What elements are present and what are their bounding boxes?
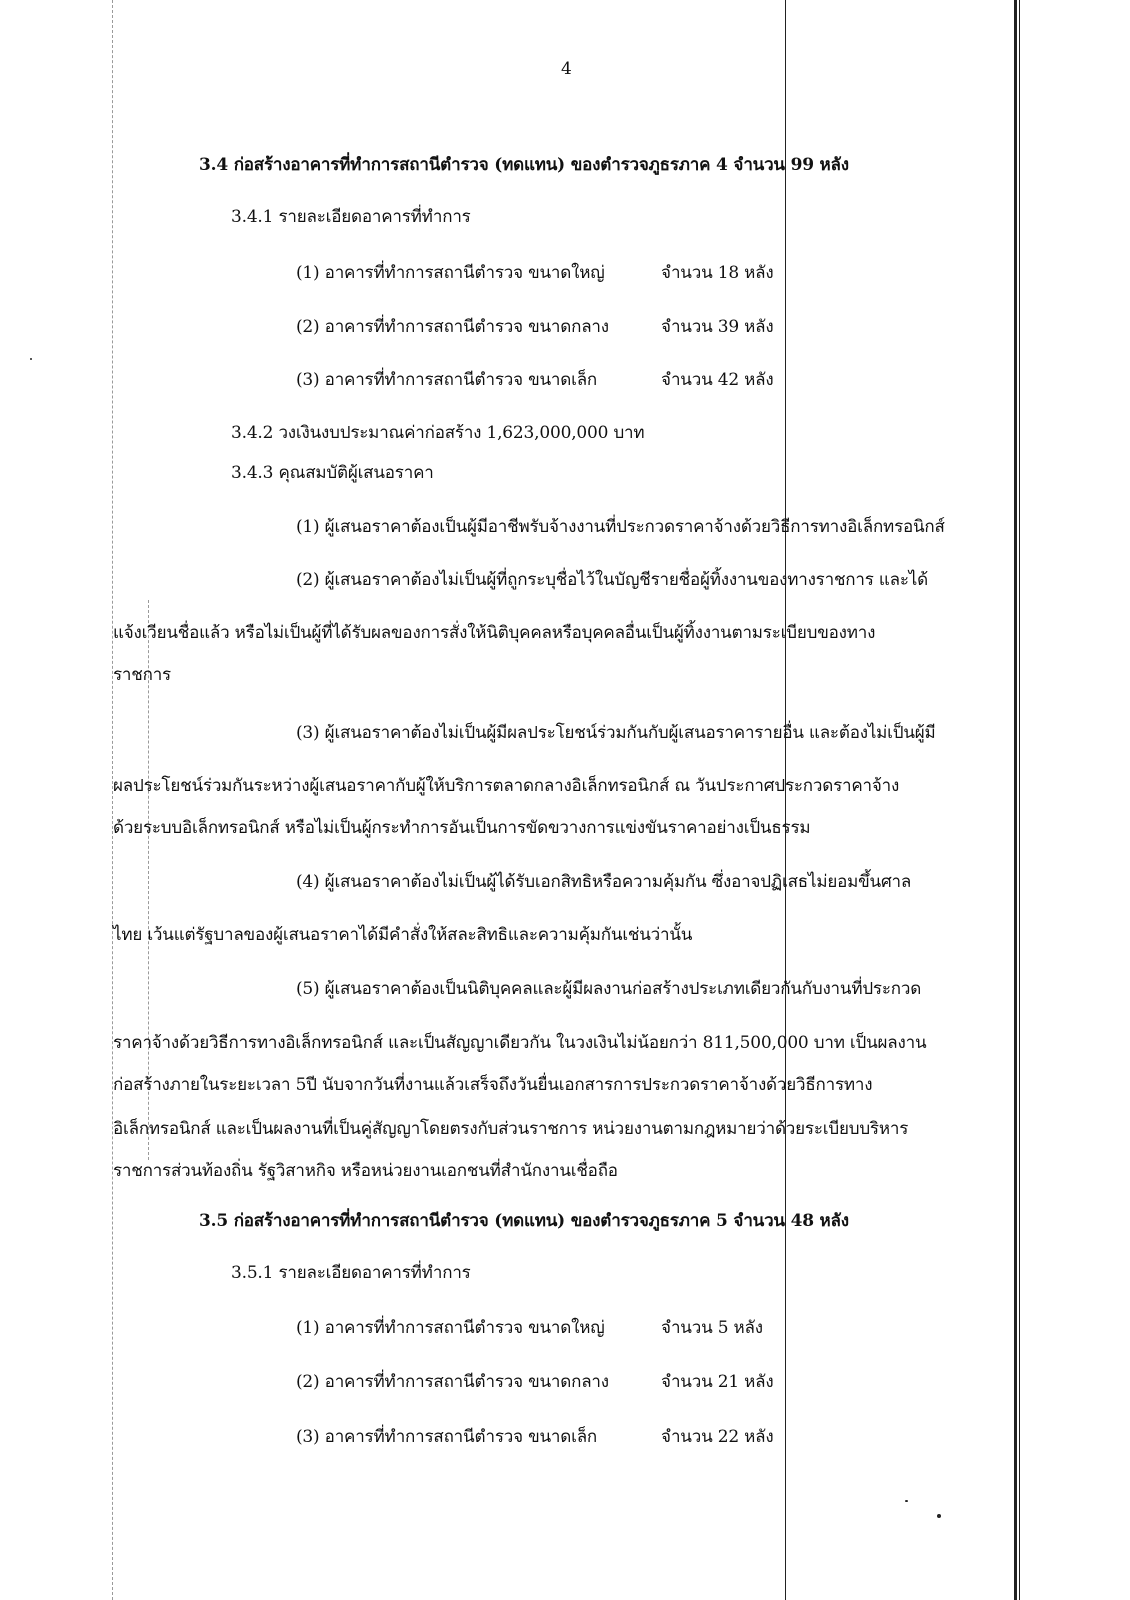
qualification-5-line-3: ก่อสร้างภายในระยะเวลา 5ปี นับจากวันที่งานแล้วเสร็จถึงวันยื่นเอกสารการประกวดราคาจ้างด้วยวิธีการทาง [113, 1075, 873, 1095]
section-3-5-heading: 3.5 ก่อสร้างอาคารที่ทำการสถานีตำรวจ (ทดแทน) ของตำรวจภูธรภาค 5 จำนวน 48 หลัง [199, 1211, 849, 1231]
qualification-1: (1) ผู้เสนอราคาต้องเป็นผู้มีอาชีพรับจ้างงานที่ประกวดราคาจ้างด้วยวิธีการทางอิเล็กทรอนิกส์ [296, 517, 945, 537]
qualification-3-line-3: ด้วยระบบอิเล็กทรอนิกส์ หรือไม่เป็นผู้กระทำการอันเป็นการขัดขวางการแข่งขันราคาอย่างเป็นธรรม [113, 818, 811, 838]
scan-vertical-line-middle [785, 0, 786, 1600]
qualification-5-line-4: อิเล็กทรอนิกส์ และเป็นผลงานที่เป็นคู่สัญญาโดยตรงกับส่วนราชการ หน่วยงานตามกฎหมายว่าด้วยระเบียบบริหาร [113, 1119, 909, 1139]
item-count: จำนวน 39 หลัง [661, 317, 774, 337]
section-3-5-1-title: 3.5.1 รายละเอียดอาคารที่ทำการ [231, 1263, 471, 1283]
item-label: (3) อาคารที่ทำการสถานีตำรวจ ขนาดเล็ก [296, 370, 598, 390]
scan-speck [905, 1500, 908, 1502]
item-count: จำนวน 21 หลัง [661, 1372, 774, 1392]
qualification-3-line-1: (3) ผู้เสนอราคาต้องไม่เป็นผู้มีผลประโยชน์ร่วมกันกับผู้เสนอราคารายอื่น และต้องไม่เป็นผู้มี [296, 723, 936, 743]
qualification-5-line-5: ราชการส่วนท้องถิ่น รัฐวิสาหกิจ หรือหน่วยงานเอกชนที่สำนักงานเชื่อถือ [113, 1161, 618, 1181]
page-number: 4 [561, 59, 572, 79]
scan-vertical-line-right [1014, 0, 1017, 1600]
qualification-3-line-2: ผลประโยชน์ร่วมกันระหว่างผู้เสนอราคากับผู้ให้บริการตลาดกลางอิเล็กทรอนิกส์ ณ วันประกาศประกวดราคาจ้าง [113, 776, 900, 796]
item-label: (1) อาคารที่ทำการสถานีตำรวจ ขนาดใหญ่ [296, 263, 605, 283]
section-3-4-3-title: 3.4.3 คุณสมบัติผู้เสนอราคา [231, 463, 434, 483]
scan-dashed-line-left [112, 0, 113, 1600]
qualification-5-line-1: (5) ผู้เสนอราคาต้องเป็นนิติบุคคลและผู้มีผลงานก่อสร้างประเภทเดียวกันกับงานที่ประกวด [296, 979, 922, 999]
qualification-4-line-1: (4) ผู้เสนอราคาต้องไม่เป็นผู้ได้รับเอกสิทธิหรือความคุ้มกัน ซึ่งอาจปฏิเสธไม่ยอมขึ้นศาล [296, 872, 912, 892]
scan-speck [937, 1514, 941, 1518]
section-3-4-2-budget: 3.4.2 วงเงินงบประมาณค่าก่อสร้าง 1,623,000,000 บาท [231, 423, 645, 443]
item-count: จำนวน 42 หลัง [661, 370, 774, 390]
qualification-5-line-2: ราคาจ้างด้วยวิธีการทางอิเล็กทรอนิกส์ และเป็นสัญญาเดียวกัน ในวงเงินไม่น้อยกว่า 811,500,000 บาท เป็นผลงาน [113, 1033, 927, 1053]
item-label: (1) อาคารที่ทำการสถานีตำรวจ ขนาดใหญ่ [296, 1318, 605, 1338]
item-label: (2) อาคารที่ทำการสถานีตำรวจ ขนาดกลาง [296, 317, 609, 337]
section-3-4-heading: 3.4 ก่อสร้างอาคารที่ทำการสถานีตำรวจ (ทดแทน) ของตำรวจภูธรภาค 4 จำนวน 99 หลัง [199, 155, 849, 175]
item-label: (3) อาคารที่ทำการสถานีตำรวจ ขนาดเล็ก [296, 1427, 598, 1447]
scan-speck [30, 358, 32, 360]
item-count: จำนวน 5 หลัง [661, 1318, 763, 1338]
item-label: (2) อาคารที่ทำการสถานีตำรวจ ขนาดกลาง [296, 1372, 609, 1392]
item-count: จำนวน 18 หลัง [661, 263, 774, 283]
qualification-2-line-2: แจ้งเวียนชื่อแล้ว หรือไม่เป็นผู้ที่ได้รับผลของการสั่งให้นิติบุคคลหรือบุคคลอื่นเป็นผู้ทิ้งงานตามระเบียบของทาง [113, 623, 876, 643]
qualification-2-line-1: (2) ผู้เสนอราคาต้องไม่เป็นผู้ที่ถูกระบุชื่อไว้ในบัญชีรายชื่อผู้ทิ้งงานของทางราชการ และได้ [296, 570, 928, 590]
qualification-2-line-3: ราชการ [113, 665, 171, 685]
scan-vertical-line-right-2 [1019, 0, 1020, 1600]
item-count: จำนวน 22 หลัง [661, 1427, 774, 1447]
section-3-4-1-title: 3.4.1 รายละเอียดอาคารที่ทำการ [231, 207, 471, 227]
qualification-4-line-2: ไทย เว้นแต่รัฐบาลของผู้เสนอราคาได้มีคำสั่งให้สละสิทธิและความคุ้มกันเช่นว่านั้น [113, 925, 693, 945]
